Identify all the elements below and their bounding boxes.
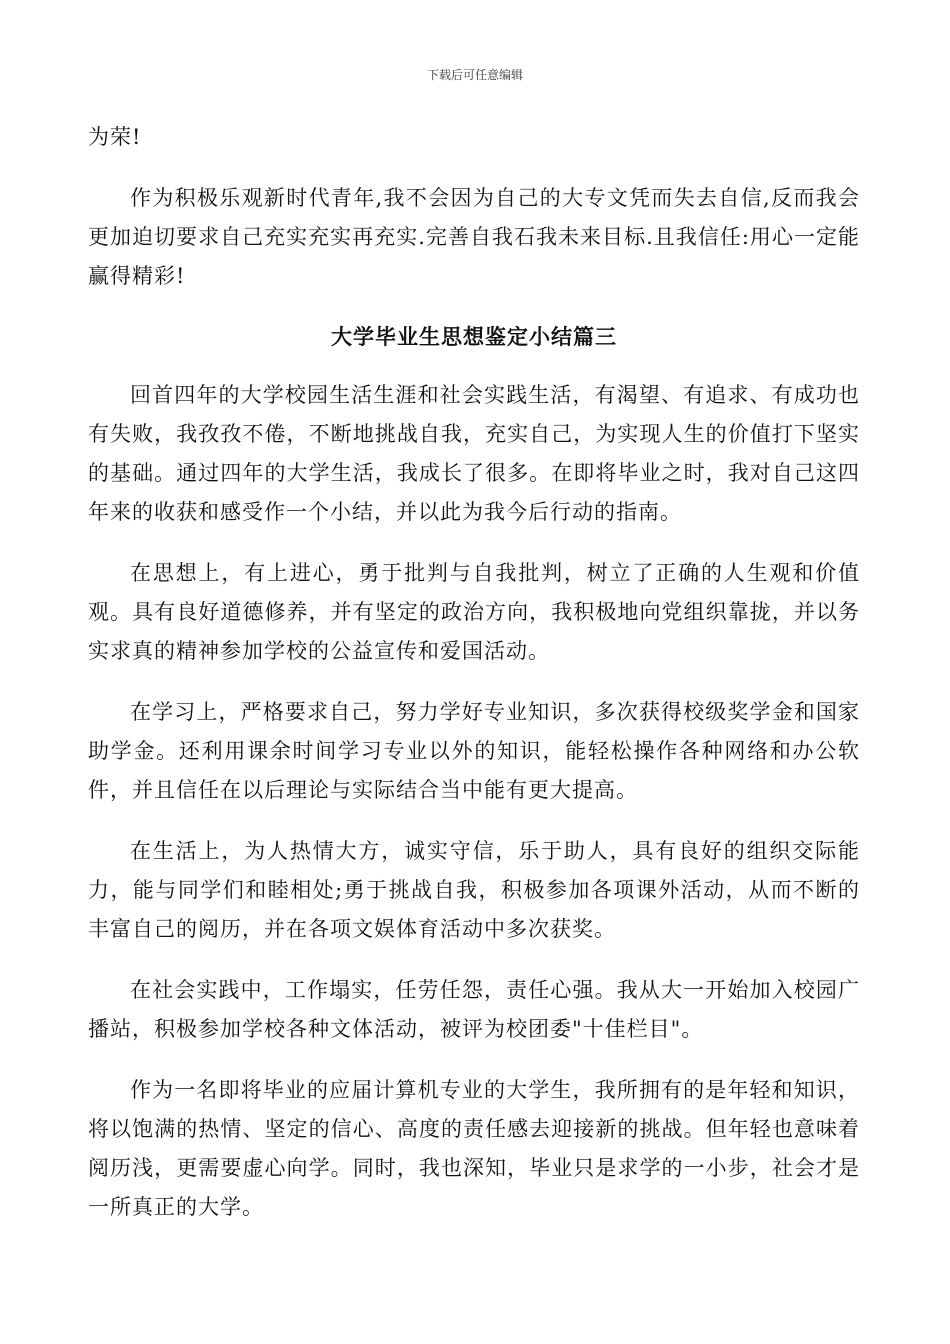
paragraph-confidence: 作为积极乐观新时代青年,我不会因为自己的大专文凭而失去自信,反而我会更加迫切要求自己充实充实再充实.完善自我石我未来目标.且我信任:用心一定能赢得精彩! — [88, 186, 860, 288]
paragraph-life: 在生活上，为人热情大方，诚实守信，乐于助人，具有良好的组织交际能力，能与同学们和睦相处;勇于挑战自我，积极参加各项课外活动，从而不断的丰富自己的阅历，并在各项文娱体育活动中多次获奖。 — [88, 839, 860, 941]
paragraph-conclusion: 作为一名即将毕业的应届计算机专业的大学生，我所拥有的是年轻和知识，将以饱满的热情、坚定的信心、高度的责任感去迎接新的挑战。但年轻也意味着阅历浅，更需要虚心向学。同时，我也深知，毕业只是求学的一小步，社会才是一所真正的大学。 — [88, 1078, 860, 1219]
paragraph-practice: 在社会实践中，工作塌实，任劳任怨，责任心强。我从大一开始加入校园广播站，积极参加学校各种文体活动，被评为校团委"十佳栏目"。 — [88, 978, 860, 1041]
paragraph-continuation: 为荣! — [88, 125, 142, 149]
section-title: 大学毕业生思想鉴定小结篇三 — [331, 325, 617, 349]
paragraph-review: 回首四年的大学校园生活生涯和社会实践生活，有渴望、有追求、有成功也有失败，我孜孜不倦，不断地挑战自我，充实自己，为实现人生的价值打下坚实的基础。通过四年的大学生活，我成长了很多。在即将毕业之时，我对自己这四年来的收获和感受作一个小结，并以此为我今后行动的指南。 — [88, 383, 860, 524]
document-body — [88, 118, 860, 1249]
paragraph-thought: 在思想上，有上进心，勇于批判与自我批判，树立了正确的人生观和价值观。具有良好道德修养，并有坚定的政治方向，我积极地向党组织靠拢，并以务实求真的精神参加学校的公益宣传和爱国活动。 — [88, 561, 860, 663]
paragraph-study: 在学习上，严格要求自己，努力学好专业知识，多次获得校级奖学金和国家助学金。还利用课余时间学习专业以外的知识，能轻松操作各种网络和办公软件，并且信任在以后理论与实际结合当中能有更大提高。 — [88, 700, 860, 802]
header-note: 下载后可任意编辑 — [426, 68, 523, 82]
